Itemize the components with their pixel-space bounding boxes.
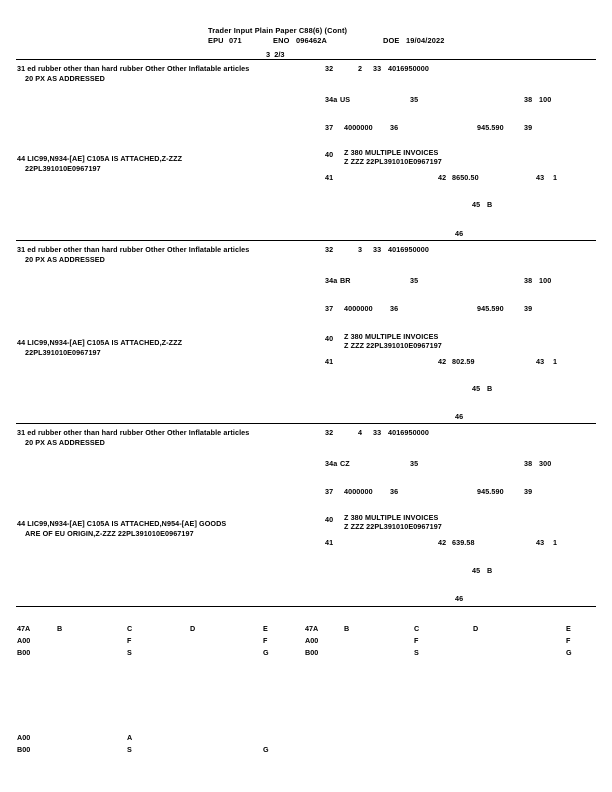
- footer-right-r3-e: G: [566, 648, 572, 657]
- box32-label: 32: [325, 245, 334, 254]
- box41-label: 41: [325, 357, 334, 366]
- box33-label: 33: [373, 428, 382, 437]
- box37-label: 37: [325, 123, 334, 132]
- box43-label: 43: [536, 538, 545, 547]
- item-description-line2: 20 PX AS ADDRESSED: [25, 74, 105, 83]
- footer-right-col-c: C: [414, 624, 420, 633]
- footer-left-col-e: E: [263, 624, 268, 633]
- box32-value: 2: [358, 64, 363, 73]
- box44-line2: 22PL391010E0967197: [25, 348, 101, 357]
- box33-value: 4016950000: [388, 245, 429, 254]
- box42-value: 802.59: [452, 357, 475, 366]
- footer-right-code-b00: B00: [305, 648, 319, 657]
- box45-label: 45: [472, 200, 481, 209]
- eno-value: 096462A: [296, 36, 328, 45]
- box47a-label-right: 47A: [305, 624, 319, 633]
- box34a-value: CZ: [340, 459, 350, 468]
- footer-bottom-r1-c: A: [127, 733, 133, 742]
- box46-label: 46: [455, 594, 464, 603]
- box38-label: 38: [524, 276, 533, 285]
- box43-label: 43: [536, 173, 545, 182]
- box37-value: 4000000: [344, 304, 373, 313]
- footer-right-code-a00: A00: [305, 636, 319, 645]
- box-weight-value: 945.590: [477, 487, 504, 496]
- box34a-label: 34a: [325, 95, 338, 104]
- box32-label: 32: [325, 428, 334, 437]
- box46-label: 46: [455, 229, 464, 238]
- box37-value: 4000000: [344, 487, 373, 496]
- box32-value: 4: [358, 428, 363, 437]
- box35-label: 35: [410, 276, 419, 285]
- box44-line2: 22PL391010E0967197: [25, 164, 101, 173]
- box35-label: 35: [410, 459, 419, 468]
- footer-bottom-code-a00: A00: [17, 733, 31, 742]
- box37-label: 37: [325, 487, 334, 496]
- footer-bottom-r2-c: S: [127, 745, 132, 754]
- footer-left-r3-e: G: [263, 648, 269, 657]
- box38-value: 100: [539, 95, 552, 104]
- box40-label: 40: [325, 515, 334, 524]
- box38-label: 38: [524, 95, 533, 104]
- box45-value: B: [487, 200, 493, 209]
- box38-value: 300: [539, 459, 552, 468]
- box43-value: 1: [553, 173, 558, 182]
- box41-label: 41: [325, 173, 334, 182]
- footer-right-col-e: E: [566, 624, 571, 633]
- section-divider: [16, 606, 596, 607]
- item-description-line1: 31 ed rubber other than hard rubber Other Other Inflatable articles: [17, 64, 250, 73]
- box42-label: 42: [438, 357, 447, 366]
- box34a-value: US: [340, 95, 351, 104]
- section-divider: [16, 240, 596, 241]
- page-title: Trader Input Plain Paper C88(6) (Cont): [208, 26, 348, 35]
- box44-line1: 44 LIC99,N934-[AE] C105A IS ATTACHED,Z-ZZZ: [17, 338, 183, 347]
- footer-left-code-b00: B00: [17, 648, 31, 657]
- item-description-line1: 31 ed rubber other than hard rubber Other Other Inflatable articles: [17, 428, 250, 437]
- footer-bottom-r2-e: G: [263, 745, 269, 754]
- box45-value: B: [487, 566, 493, 575]
- footer-bottom-code-b00: B00: [17, 745, 31, 754]
- box40-line1: Z 380 MULTIPLE INVOICES: [344, 148, 439, 157]
- footer-left-r2-c: F: [127, 636, 132, 645]
- box40-line1: Z 380 MULTIPLE INVOICES: [344, 513, 439, 522]
- box44-line1: 44 LIC99,N934-[AE] C105A IS ATTACHED,Z-ZZZ: [17, 154, 183, 163]
- eno-label: ENO: [273, 36, 290, 45]
- box40-line2: Z ZZZ 22PL391010E0967197: [344, 157, 442, 166]
- box35-label: 35: [410, 95, 419, 104]
- box39-label: 39: [524, 487, 533, 496]
- box40-line2: Z ZZZ 22PL391010E0967197: [344, 341, 442, 350]
- box36-label: 36: [390, 123, 399, 132]
- box45-label: 45: [472, 566, 481, 575]
- footer-left-code-a00: A00: [17, 636, 31, 645]
- box44-line2: ARE OF EU ORIGIN,Z-ZZZ 22PL391010E0967197: [25, 529, 194, 538]
- footer-left-col-b: B: [57, 624, 63, 633]
- doe-value: 19/04/2022: [406, 36, 445, 45]
- box-weight-value: 945.590: [477, 304, 504, 313]
- box36-label: 36: [390, 487, 399, 496]
- box40-line2: Z ZZZ 22PL391010E0967197: [344, 522, 442, 531]
- box33-label: 33: [373, 245, 382, 254]
- epu-value: 071: [229, 36, 242, 45]
- box39-label: 39: [524, 304, 533, 313]
- box37-value: 4000000: [344, 123, 373, 132]
- footer-right-r2-c: F: [414, 636, 419, 645]
- box32-value: 3: [358, 245, 363, 254]
- box45-label: 45: [472, 384, 481, 393]
- box33-label: 33: [373, 64, 382, 73]
- box42-value: 8650.50: [452, 173, 479, 182]
- footer-left-col-c: C: [127, 624, 133, 633]
- box38-label: 38: [524, 459, 533, 468]
- box41-label: 41: [325, 538, 334, 547]
- box43-label: 43: [536, 357, 545, 366]
- box47a-label-left: 47A: [17, 624, 31, 633]
- footer-left-col-d: D: [190, 624, 196, 633]
- item-description-line2: 20 PX AS ADDRESSED: [25, 438, 105, 447]
- box43-value: 1: [553, 357, 558, 366]
- box34a-label: 34a: [325, 276, 338, 285]
- epu-label: EPU: [208, 36, 224, 45]
- box43-value: 1: [553, 538, 558, 547]
- footer-right-col-d: D: [473, 624, 479, 633]
- footer-right-r3-c: S: [414, 648, 419, 657]
- section-divider: [16, 423, 596, 424]
- page-number: 3 2/3: [266, 50, 285, 59]
- box42-label: 42: [438, 173, 447, 182]
- box34a-label: 34a: [325, 459, 338, 468]
- box40-label: 40: [325, 334, 334, 343]
- footer-left-r2-e: F: [263, 636, 268, 645]
- box33-value: 4016950000: [388, 428, 429, 437]
- footer-right-r2-e: F: [566, 636, 571, 645]
- box32-label: 32: [325, 64, 334, 73]
- box45-value: B: [487, 384, 493, 393]
- box46-label: 46: [455, 412, 464, 421]
- box40-line1: Z 380 MULTIPLE INVOICES: [344, 332, 439, 341]
- footer-left-r3-c: S: [127, 648, 132, 657]
- box36-label: 36: [390, 304, 399, 313]
- box38-value: 100: [539, 276, 552, 285]
- box44-line1: 44 LIC99,N934-[AE] C105A IS ATTACHED,N954-[AE] GOODS: [17, 519, 227, 528]
- box42-value: 639.58: [452, 538, 475, 547]
- box-weight-value: 945.590: [477, 123, 504, 132]
- box39-label: 39: [524, 123, 533, 132]
- box40-label: 40: [325, 150, 334, 159]
- box33-value: 4016950000: [388, 64, 429, 73]
- box42-label: 42: [438, 538, 447, 547]
- section-divider: [16, 59, 596, 60]
- doe-label: DOE: [383, 36, 400, 45]
- item-description-line1: 31 ed rubber other than hard rubber Other Other Inflatable articles: [17, 245, 250, 254]
- item-description-line2: 20 PX AS ADDRESSED: [25, 255, 105, 264]
- box34a-value: BR: [340, 276, 351, 285]
- footer-right-col-b: B: [344, 624, 350, 633]
- box37-label: 37: [325, 304, 334, 313]
